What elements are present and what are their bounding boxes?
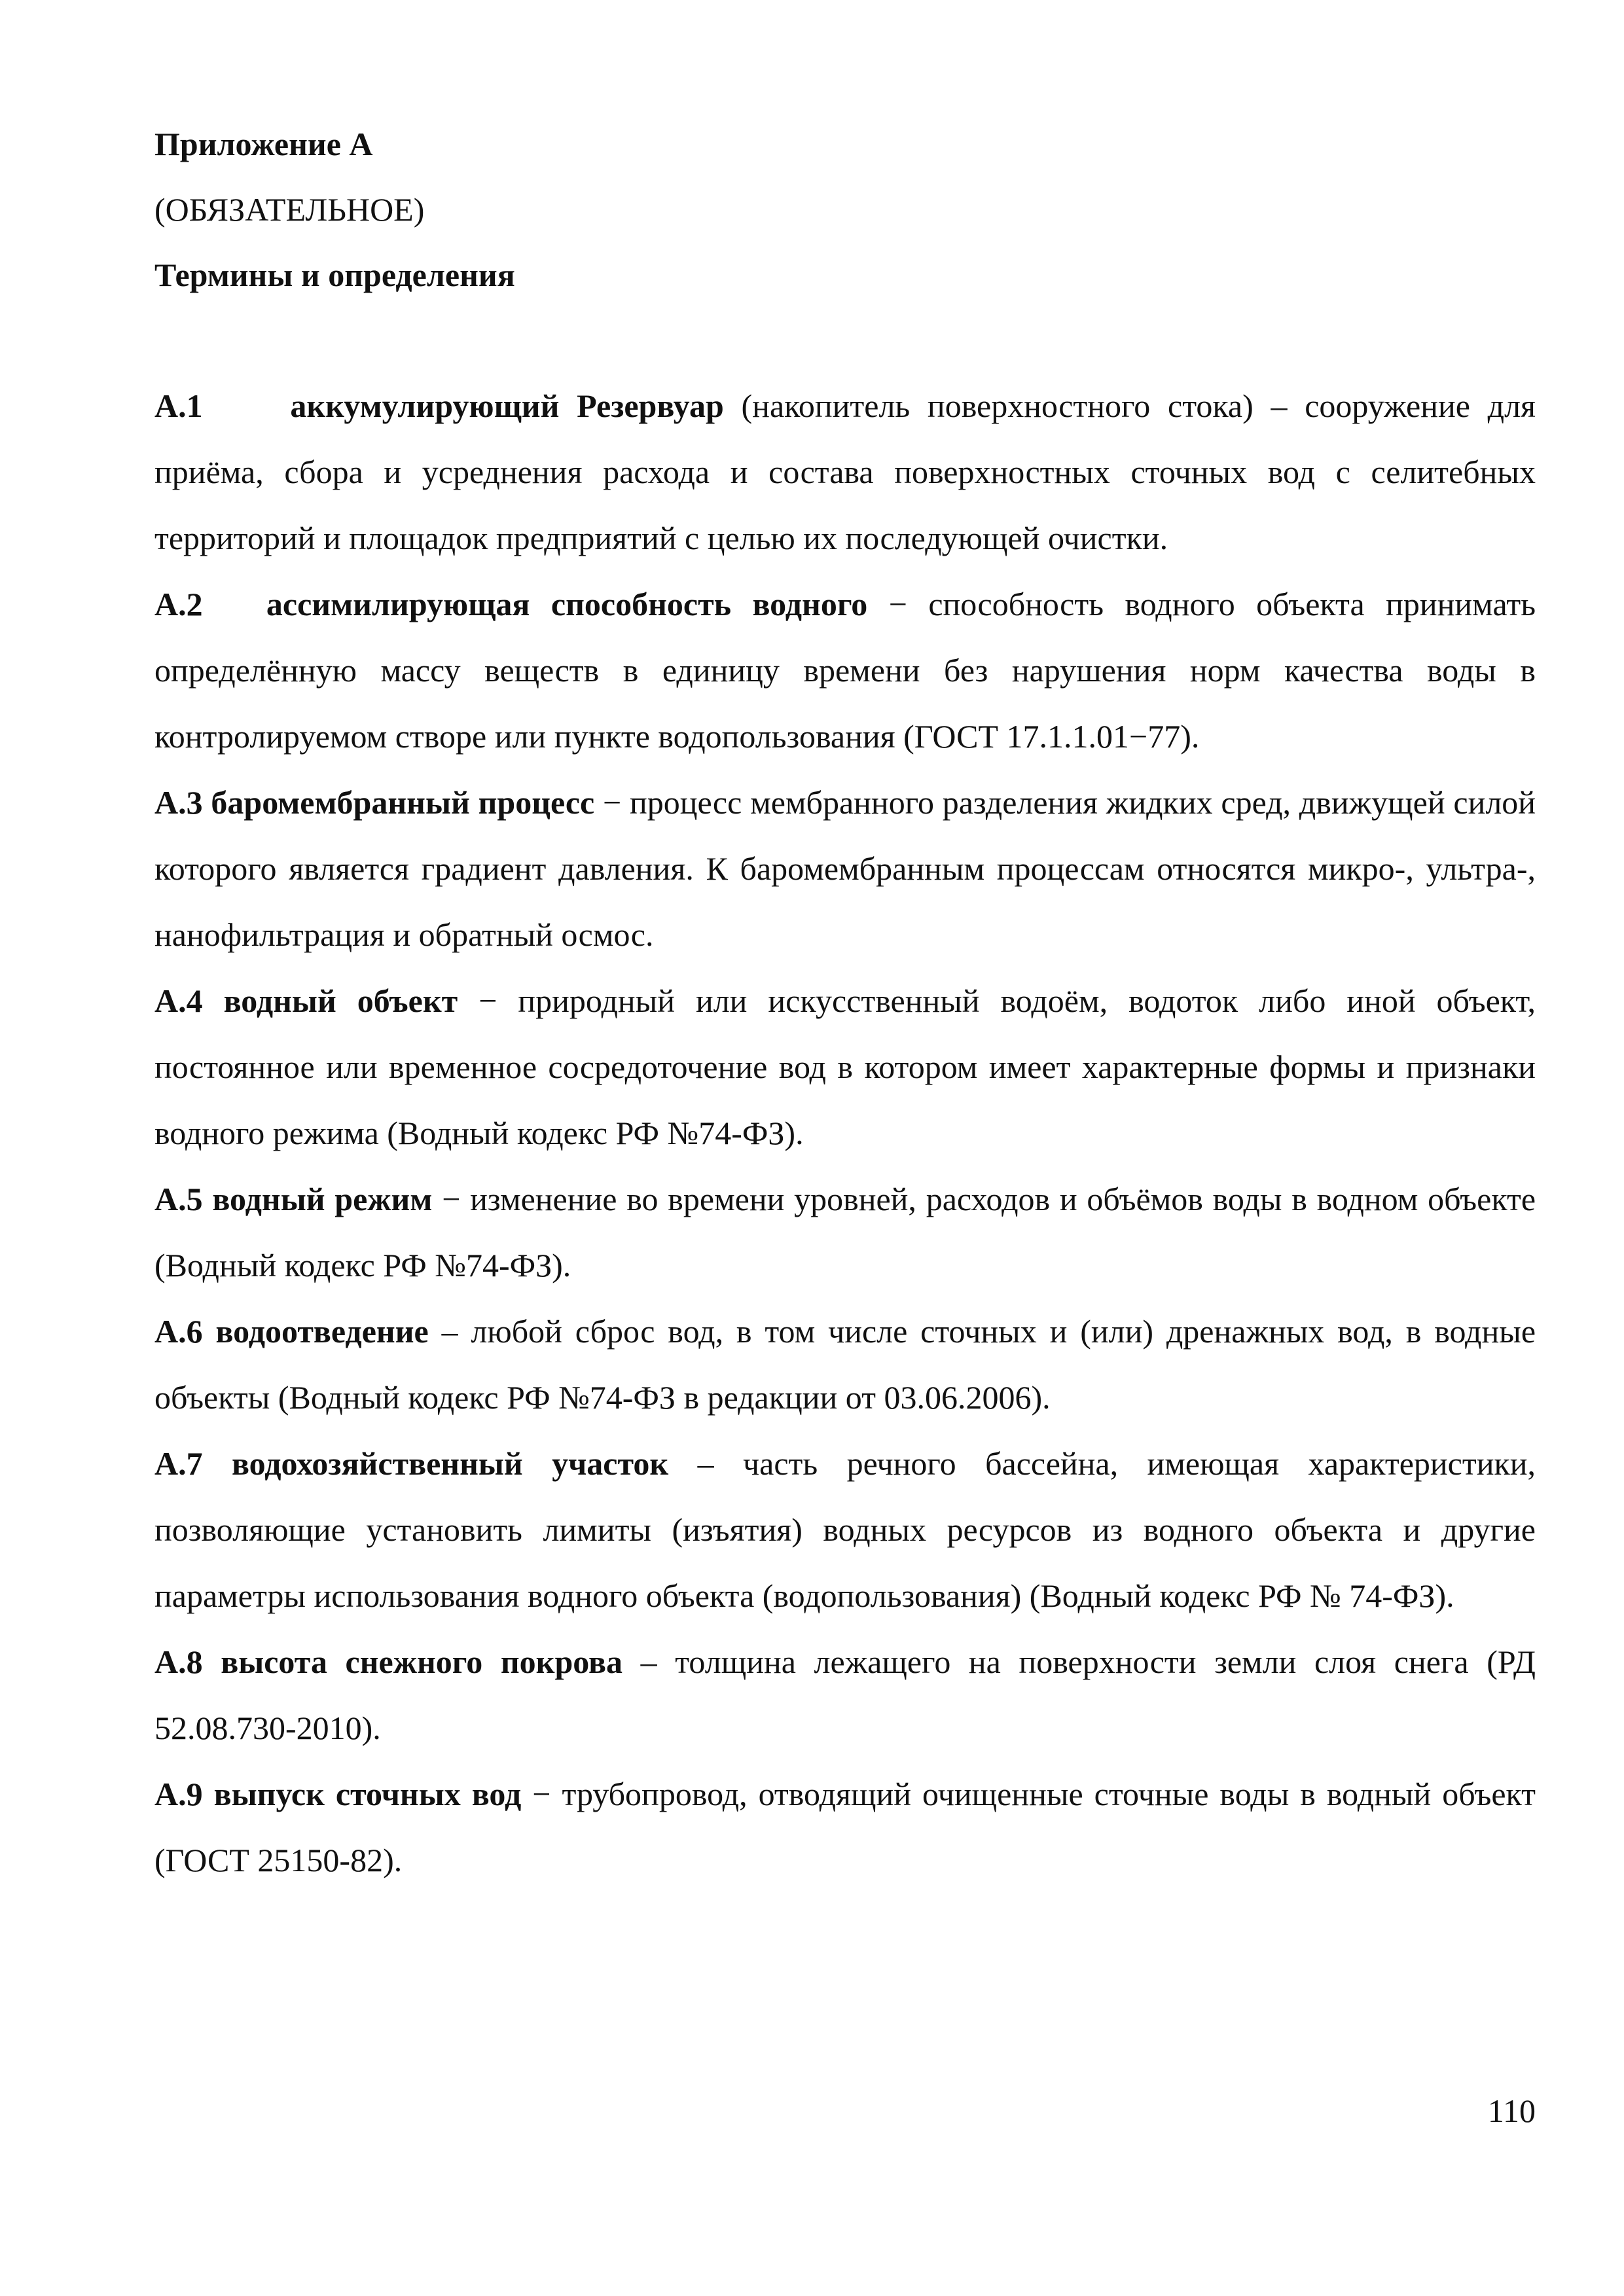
term-a3 xyxy=(154,770,1536,968)
term-a5 xyxy=(154,1166,1536,1299)
term-a9 xyxy=(154,1761,1536,1893)
term-number: А.3 xyxy=(154,784,203,821)
term-name: водный режим xyxy=(212,1181,433,1217)
term-name: высота снежного покрова xyxy=(221,1643,623,1680)
term-name: водохозяйственный участок xyxy=(232,1445,669,1482)
page-number: 110 xyxy=(1487,2092,1536,2129)
term-definition: − трубопровод, отводящий очищенные сточные воды в водный объект (ГОСТ 25150-82). xyxy=(154,1776,1536,1878)
term-number: А.9 xyxy=(154,1776,203,1812)
term-name: баромембранный процесс xyxy=(211,784,595,821)
term-number: А.7 xyxy=(154,1445,203,1482)
term-name: ассимилирующая способность водного xyxy=(266,586,868,622)
term-definition: − природный или искусственный водоём, водоток либо иной объект, постоянное или временное сосредоточение вод в котором имеет характерные формы и признаки водного режима (Водный кодекс РФ №74-ФЗ). xyxy=(154,982,1536,1151)
term-definition: – часть речного бассейна, имеющая характеристики, позволяющие установить лимиты (изъятия) водных ресурсов из водного объекта и другие параметры использования водного объекта (водопользования) (Водный кодекс РФ № 74-ФЗ). xyxy=(154,1445,1536,1614)
term-name: выпуск сточных вод xyxy=(213,1776,522,1812)
term-number: А.4 xyxy=(154,982,203,1019)
term-number: А.2 xyxy=(154,586,203,622)
term-a4 xyxy=(154,968,1536,1166)
term-name: аккумулирующий Резервуар xyxy=(290,387,724,424)
term-a8 xyxy=(154,1629,1536,1761)
term-definition: − процесс мембранного разделения жидких сред, движущей силой которого является градиент давления. К баромембранным процессам относятся микро-, ультра-, нанофильтрация и обратный осмос. xyxy=(154,784,1536,953)
term-definition: − изменение во времени уровней, расходов и объёмов воды в водном объекте (Водный кодекс РФ №74-ФЗ). xyxy=(154,1181,1536,1283)
term-number: А.6 xyxy=(154,1313,203,1350)
spacer xyxy=(154,308,1536,373)
term-definition: − способность водного объекта принимать определённую массу веществ в единицу времени без нарушения норм качества воды в контролируемом створе или пункте водопользования (ГОСТ 17.1.1.01−77). xyxy=(154,586,1536,755)
term-number: А.1 xyxy=(154,387,203,424)
term-name: водный объект xyxy=(223,982,458,1019)
term-a1 xyxy=(154,373,1536,571)
term-a7 xyxy=(154,1431,1536,1629)
section-title: Термины и определения xyxy=(154,257,515,293)
term-definition: (накопитель поверхностного стока) – сооружение для приёма, сбора и усреднения расхода и состава поверхностных сточных вод с селитебных территорий и площадок предприятий с целью их последующей очистки. xyxy=(154,387,1536,556)
term-definition: – толщина лежащего на поверхности земли слоя снега (РД 52.08.730-2010). xyxy=(154,1643,1536,1746)
document-page xyxy=(154,111,1536,1893)
term-a6 xyxy=(154,1299,1536,1431)
term-number: А.8 xyxy=(154,1643,203,1680)
term-a2 xyxy=(154,571,1536,770)
term-definition: – любой сброс вод, в том числе сточных и (или) дренажных вод, в водные объекты (Водный кодекс РФ №74-ФЗ в редакции от 03.06.2006). xyxy=(154,1313,1536,1416)
term-number: А.5 xyxy=(154,1181,203,1217)
term-name: водоотведение xyxy=(215,1313,429,1350)
appendix-status: (ОБЯЗАТЕЛЬНОЕ) xyxy=(154,191,425,228)
appendix-title: Приложение А xyxy=(154,126,373,162)
